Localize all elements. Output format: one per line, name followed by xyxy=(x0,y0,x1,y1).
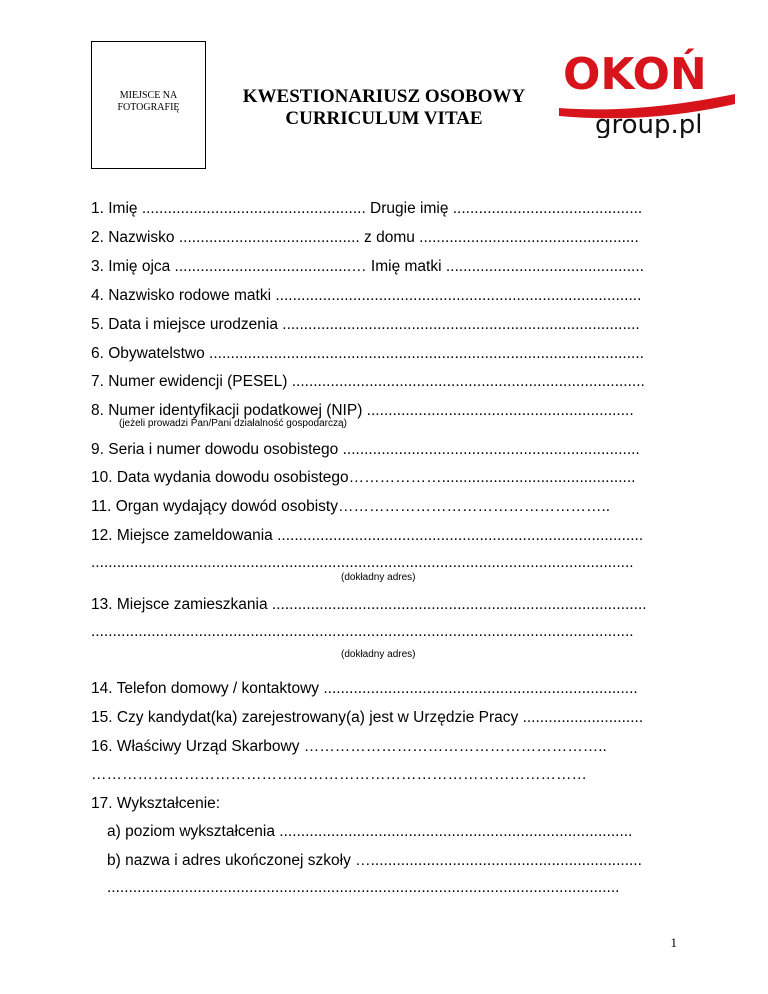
field-tax-office-line2[interactable]: …………………………………………………………………………………… xyxy=(91,766,587,783)
photo-label-line1: MIEJSCE NA xyxy=(119,90,178,101)
address-note-2: (dokładny adres) xyxy=(341,649,416,660)
field-labour-office[interactable]: 15. Czy kandydat(ka) zarejestrowany(a) jest w Urzędzie Pracy ............................ xyxy=(91,709,644,726)
field-birth-date-place[interactable]: 5. Data i miejsce urodzenia ................................................................................... xyxy=(91,316,640,333)
field-first-name[interactable]: 1. Imię .................................................... Drugie imię ............................................ xyxy=(91,200,643,217)
title-line1: KWESTIONARIUSZ OSOBOWY xyxy=(242,86,526,107)
field-pesel[interactable]: 7. Numer ewidencji (PESEL) .................................................................................. xyxy=(91,373,645,390)
section-education-heading: 17. Wykształcenie: xyxy=(91,795,221,812)
field-registered-address-line2[interactable]: .............................................................................................................................. xyxy=(91,554,634,571)
field-id-issuer[interactable]: 11. Organ wydający dowód osobisty…………………………………………….. xyxy=(91,498,611,515)
title-line2: CURRICULUM VITAE xyxy=(285,108,483,129)
field-school-name-address-line2[interactable]: ....................................................................................................................... xyxy=(107,879,620,896)
nip-note: (jeżeli prowadzi Pan/Pani działalność gospodarczą) xyxy=(119,418,347,429)
field-id-number[interactable]: 9. Seria i numer dowodu osobistego ..................................................................... xyxy=(91,441,640,458)
okon-logo xyxy=(557,42,738,138)
address-note-1: (dokładny adres) xyxy=(341,572,416,583)
photo-placeholder-box xyxy=(91,41,206,169)
field-mother-maiden-name[interactable]: 4. Nazwisko rodowe matki ..................................................................................... xyxy=(91,287,642,304)
field-surname[interactable]: 2. Nazwisko .......................................... z domu ................................................... xyxy=(91,229,639,246)
field-parents-names[interactable]: 3. Imię ojca .........................................… Imię matki .............................................. xyxy=(91,258,644,275)
field-registered-address[interactable]: 12. Miejsce zameldowania ..................................................................................... xyxy=(91,527,644,544)
logo-word: OKOŃ xyxy=(563,49,707,100)
photo-placeholder-label xyxy=(92,90,205,114)
page-number: 1 xyxy=(670,935,677,950)
photo-label-line2: FOTOGRAFIĘ xyxy=(117,102,180,113)
field-nip[interactable]: 8. Numer identyfikacji podatkowej (NIP) .............................................................. xyxy=(91,402,634,419)
field-school-name-address[interactable]: b) nazwa i adres ukończonej szkoły …............................................................... xyxy=(107,852,642,869)
field-citizenship[interactable]: 6. Obywatelstwo ..................................................................................................... xyxy=(91,345,644,362)
document-title xyxy=(216,86,552,130)
field-residence-address[interactable]: 13. Miejsce zamieszkania ....................................................................................... xyxy=(91,596,647,613)
field-id-issue-date[interactable]: 10. Data wydania dowodu osobistego………………............................................. xyxy=(91,469,636,486)
field-residence-address-line2[interactable]: .............................................................................................................................. xyxy=(91,623,634,640)
field-phone[interactable]: 14. Telefon domowy / kontaktowy ......................................................................... xyxy=(91,680,638,697)
logo-sub: group.pl xyxy=(595,110,703,138)
okon-logo-graphic xyxy=(557,42,738,138)
field-tax-office[interactable]: 16. Właściwy Urząd Skarbowy ………………………………………………….. xyxy=(91,738,607,755)
field-education-level[interactable]: a) poziom wykształcenia .................................................................................. xyxy=(107,823,633,840)
